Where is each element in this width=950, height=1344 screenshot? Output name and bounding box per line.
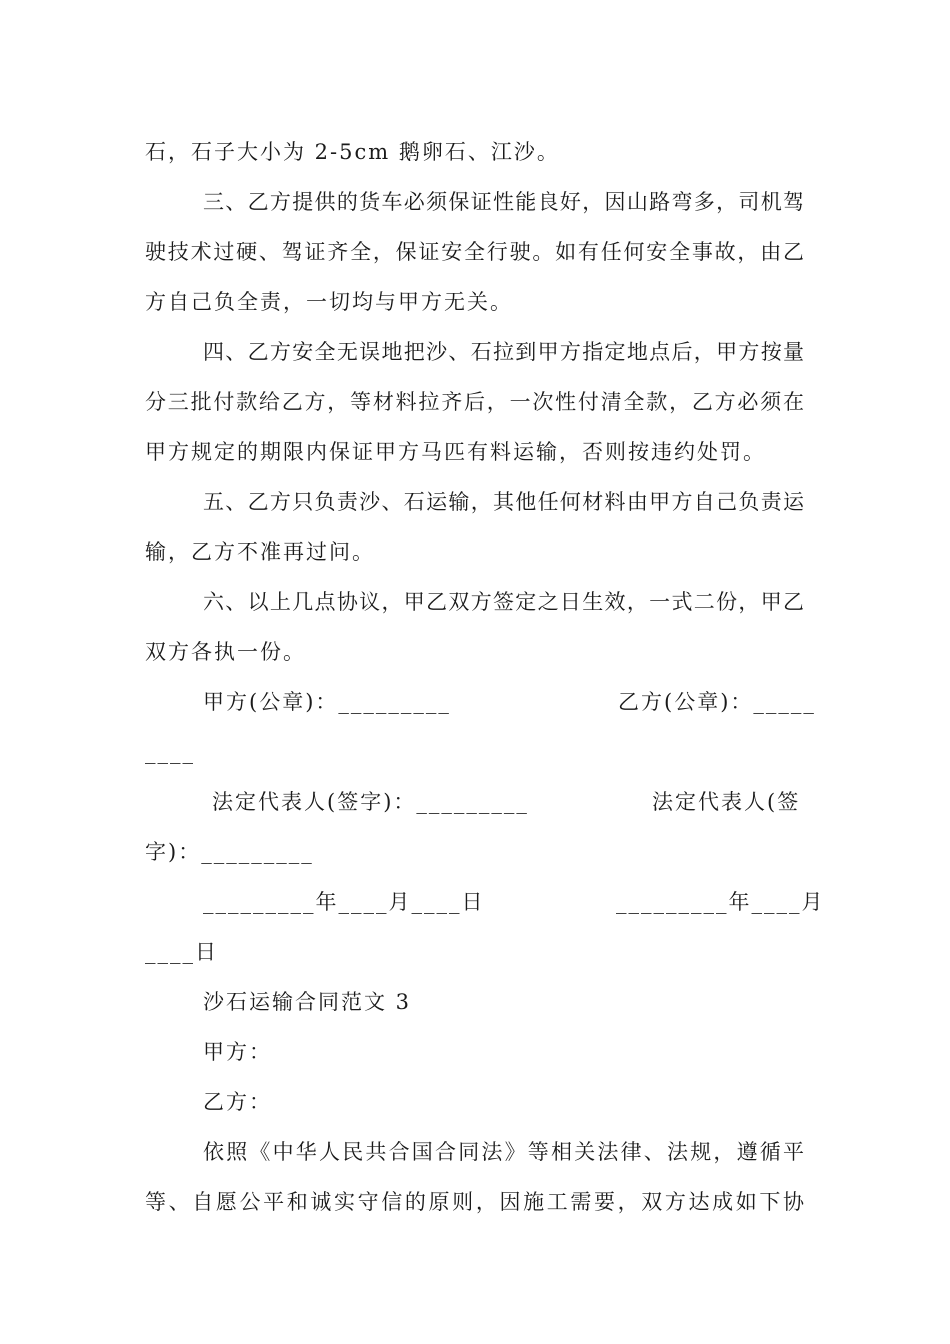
rep-b-signature: 法定代表人(签 (652, 790, 801, 814)
section-title: 沙石运输合同范文 3 (203, 990, 412, 1014)
date-a: _________年____月____日 (203, 890, 485, 914)
date-b-cont: ____日 (145, 940, 218, 964)
rep-a-signature: 法定代表人(签字)：_________ (212, 790, 529, 814)
party-a-label: 甲方： (203, 1040, 272, 1064)
text-line: 分三批付款给乙方，等材料拉齐后，一次性付清全款，乙方必须在 (145, 390, 805, 414)
text-line: 等、自愿公平和诚实守信的原则，因施工需要，双方达成如下协 (145, 1190, 805, 1214)
text-line: 石，石子大小为 2-5cm 鹅卵石、江沙。 (145, 140, 560, 164)
text-line: 五、乙方只负责沙、石运输，其他任何材料由甲方自己负责运 (203, 490, 805, 514)
text-line: 输，乙方不准再过问。 (145, 540, 375, 564)
date-b: _________年____月 (616, 890, 825, 914)
party-b-label: 乙方： (203, 1090, 272, 1114)
text-line: 三、乙方提供的货车必须保证性能良好，因山路弯多，司机驾 (203, 190, 805, 214)
text-line: 四、乙方安全无误地把沙、石拉到甲方指定地点后，甲方按量 (203, 340, 805, 364)
party-b-seal: 乙方(公章)：_____ (618, 690, 816, 714)
party-b-seal-cont: ____ (145, 740, 195, 764)
text-line: 驶技术过硬、驾证齐全，保证安全行驶。如有任何安全事故，由乙 (145, 240, 805, 264)
text-line: 双方各执一份。 (145, 640, 306, 664)
text-line: 甲方规定的期限内保证甲方马匹有料运输，否则按违约处罚。 (145, 440, 766, 464)
text-line: 方自己负全责，一切均与甲方无关。 (145, 290, 513, 314)
text-line: 依照《中华人民共合国合同法》等相关法律、法规，遵循平 (203, 1140, 805, 1164)
party-a-seal: 甲方(公章)：_________ (203, 690, 451, 714)
rep-b-signature-cont: 字)：_________ (145, 840, 314, 864)
text-line: 六、以上几点协议，甲乙双方签定之日生效，一式二份，甲乙 (203, 590, 805, 614)
